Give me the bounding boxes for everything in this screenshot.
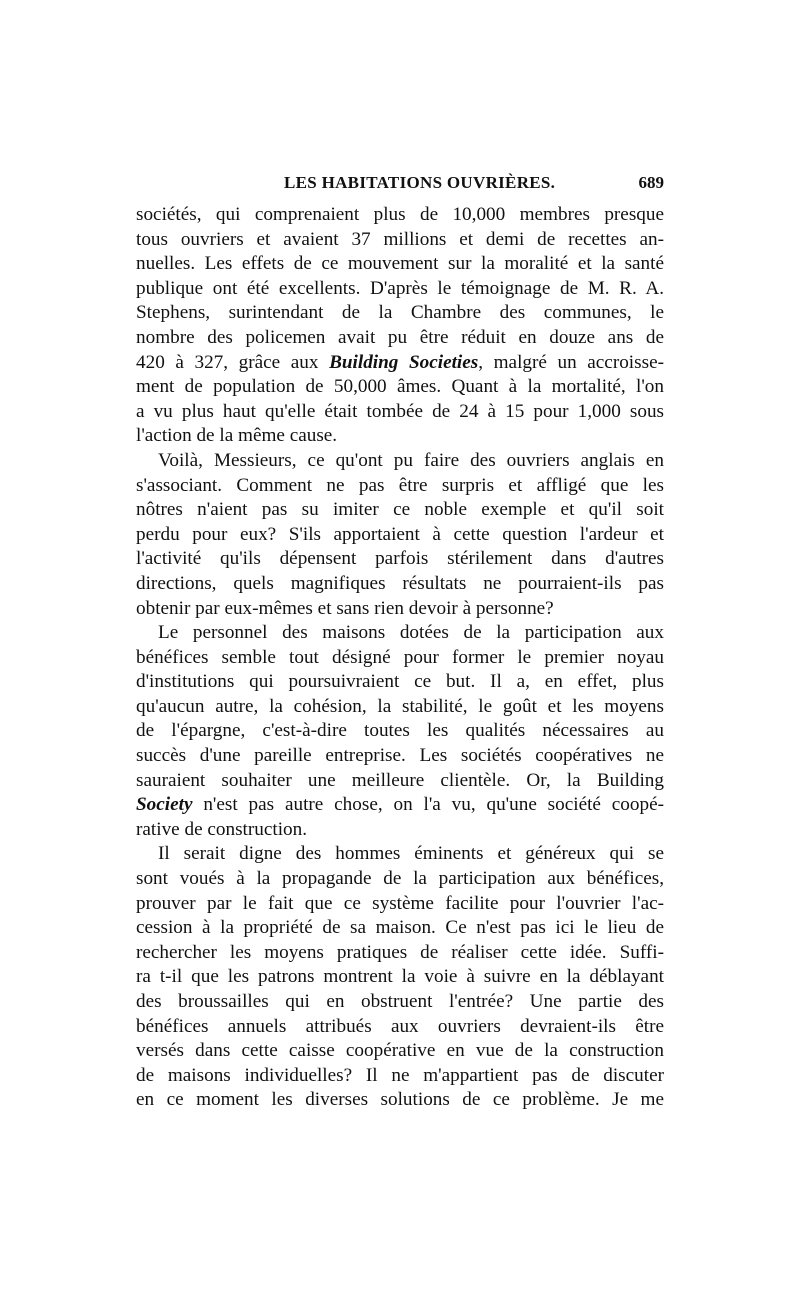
text-line: sociétés, qui comprenaient plus de 10,000 membres presque <box>136 204 664 225</box>
text-line: s'associant. Comment ne pas être surpris et affligé que les <box>136 474 664 496</box>
text-line: sauraient souhaiter une meilleure clientèle. Or, la Building <box>136 769 664 791</box>
text-line: de l'épargne, c'est-à-dire toutes les qualités nécessaires au <box>136 720 664 742</box>
text-line: publique ont été excellents. D'après le témoignage de M. R. A. <box>136 277 664 299</box>
text-line: bénéfices semble tout désigné pour former le premier noyau <box>136 646 664 668</box>
text-line: qu'aucun autre, la cohésion, la stabilité, le goût et les moyens <box>136 695 664 717</box>
text-line: succès d'une pareille entreprise. Les sociétés coopératives ne <box>136 745 664 767</box>
text-line: nôtres n'aient pas su imiter ce noble exemple et qu'il soit <box>136 499 664 521</box>
italic-term: Building Societies <box>329 351 479 373</box>
text-line: Le personnel des maisons dotées de la participation aux <box>158 622 664 644</box>
italic-term: Society <box>136 794 193 816</box>
text-line: cession à la propriété de sa maison. Ce n'est pas ici le lieu de <box>136 917 664 939</box>
text-line: ra t-il que les patrons montrent la voie à suivre en la déblayant <box>136 966 664 988</box>
text-line: obtenir par eux-mêmes et sans rien devoir à personne? <box>136 597 554 619</box>
text-line: tous ouvriers et avaient 37 millions et demi de recettes an- <box>136 228 664 250</box>
text-line: Voilà, Messieurs, ce qu'ont pu faire des ouvriers anglais en <box>158 449 664 471</box>
text-line: l'action de la même cause. <box>136 425 338 447</box>
text-line: d'institutions qui poursuivraient ce but. Il a, en effet, plus <box>136 671 664 693</box>
text-line: 420 à 327, grâce aux Building Societies, malgré un accroisse- <box>136 351 664 373</box>
text-line: de maisons individuelles? Il ne m'appartient pas de discuter <box>136 1064 664 1086</box>
text-line: l'activité qu'ils dépensent parfois stérilement dans d'autres <box>136 548 664 570</box>
text-line: en ce moment les diverses solutions de ce problème. Je me <box>136 1089 664 1111</box>
paragraph-3 <box>136 621 664 842</box>
text-line: des broussailles qui en obstruent l'entrée? Une partie des <box>136 991 664 1012</box>
text-line: nombre des policemen avait pu être réduit en douze ans de <box>136 326 664 348</box>
text-line: versés dans cette caisse coopérative en vue de la construction <box>136 1040 664 1062</box>
text-line: perdu pour eux? S'ils apportaient à cette question l'ardeur et <box>136 523 664 545</box>
text-line: Society n'est pas autre chose, on l'a vu, qu'une société coopé- <box>136 794 664 816</box>
paragraph-1 <box>136 203 664 449</box>
text-line: Il serait digne des hommes éminents et généreux qui se <box>158 843 664 865</box>
text-line: directions, quels magnifiques résultats ne pourraient-ils pas <box>136 572 664 594</box>
page-number: 689 <box>638 173 664 192</box>
paragraph-4 <box>136 842 664 1113</box>
text-line: a vu plus haut qu'elle était tombée de 24 à 15 pour 1,000 sous <box>136 400 664 422</box>
text-line: nuelles. Les effets de ce mouvement sur la moralité et la santé <box>136 253 664 275</box>
paragraph-2 <box>136 449 664 621</box>
body-text <box>136 203 664 1113</box>
running-title: LES HABITATIONS OUVRIÈRES. <box>284 173 556 192</box>
text-line: sont voués à la propagande de la participation aux bénéfices, <box>136 868 664 890</box>
text-line: rative de construction. <box>136 818 308 840</box>
page-header <box>136 170 664 200</box>
text-line: rechercher les moyens pratiques de réaliser cette idée. Suffi- <box>136 941 664 963</box>
text-line: bénéfices annuels attribués aux ouvriers devraient-ils être <box>136 1015 664 1037</box>
text-line: prouver par le fait que ce système facilite pour l'ouvrier l'ac- <box>136 892 664 914</box>
text-line: ment de population de 50,000 âmes. Quant à la mortalité, l'on <box>136 376 664 398</box>
text-line: Stephens, surintendant de la Chambre des communes, le <box>136 302 664 324</box>
